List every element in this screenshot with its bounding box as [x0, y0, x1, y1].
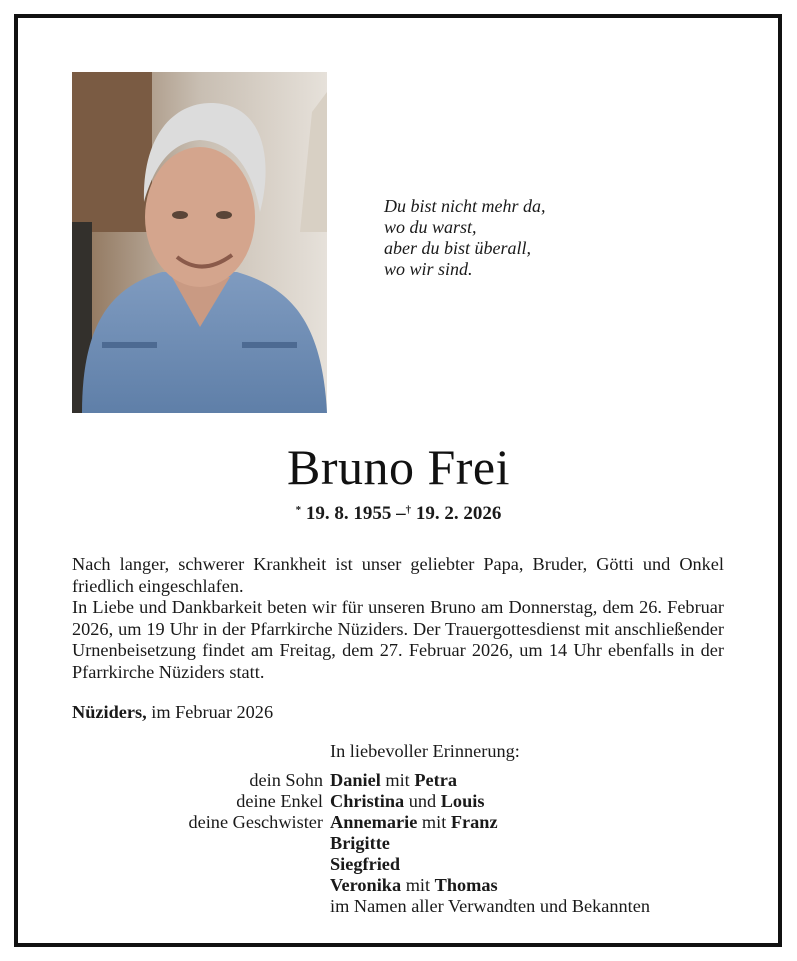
- mourner-name: Brigitte: [330, 833, 390, 853]
- mourner-name: Franz: [450, 812, 498, 832]
- death-date: 19. 2. 2026: [415, 503, 502, 524]
- deceased-name: Bruno Frei: [286, 439, 511, 495]
- death-symbol: †: [405, 504, 412, 516]
- mourners-closing-row: [0, 896, 797, 917]
- mourner-name: Christina: [330, 791, 405, 811]
- life-dates: [0, 503, 797, 525]
- place-town: Nüziders,: [72, 702, 147, 722]
- text-paragraph: In Liebe und Dankbarkeit beten wir für unseren Bruno am Donnerstag, dem 26. Februar 2026, um 19 Uhr in der Pfarrkirche Nüziders. Der Trauergottesdienst mit anschließender Urnenbeisetzung findet am Freitag, dem 27. Februar 2026, um 14 Uhr ebenfalls in der Pfarrkirche Nüziders statt.: [72, 597, 724, 682]
- mourner-row: [0, 833, 797, 854]
- relation-label: deine Geschwister: [188, 812, 323, 832]
- mourner-row: [0, 875, 797, 896]
- mourner-row: [0, 791, 797, 812]
- memorial-poem: [384, 196, 546, 280]
- poem-line: wo wir sind.: [384, 259, 473, 279]
- place-date-line: [72, 702, 273, 723]
- text-paragraph: Nach langer, schwerer Krankheit ist unser geliebter Papa, Bruder, Götti und Onkel friedlich eingeschlafen.: [72, 554, 724, 596]
- name-join: und: [408, 791, 437, 811]
- mourners-closing: im Namen aller Verwandten und Bekannten: [330, 896, 650, 916]
- poem-line: aber du bist überall,: [384, 238, 531, 258]
- birth-date: 19. 8. 1955: [305, 503, 392, 524]
- date-separator: –: [396, 503, 406, 524]
- obituary-text: [72, 554, 724, 684]
- portrait-photo: [72, 72, 327, 413]
- poem-line: Du bist nicht mehr da,: [384, 196, 546, 216]
- relation-label: dein Sohn: [249, 770, 323, 790]
- mourner-name: Annemarie: [330, 812, 418, 832]
- name-join: mit: [405, 875, 431, 895]
- mourners-intro: In liebevoller Erinnerung:: [330, 741, 520, 761]
- birth-symbol: *: [295, 504, 302, 516]
- mourner-name: Siegfried: [330, 854, 401, 874]
- place-date: im Februar 2026: [151, 702, 274, 722]
- mourner-name: Louis: [440, 791, 485, 811]
- mourner-name: Petra: [414, 770, 457, 790]
- mourner-name: Thomas: [434, 875, 498, 895]
- name-join: mit: [421, 812, 447, 832]
- mourner-name: Veronika: [330, 875, 402, 895]
- mourner-row: [0, 770, 797, 791]
- mourner-row: [0, 812, 797, 833]
- poem-line: wo du warst,: [384, 217, 477, 237]
- mourner-name: Daniel: [330, 770, 381, 790]
- name-join: mit: [385, 770, 410, 790]
- mourner-row: [0, 854, 797, 875]
- relation-label: deine Enkel: [236, 791, 323, 811]
